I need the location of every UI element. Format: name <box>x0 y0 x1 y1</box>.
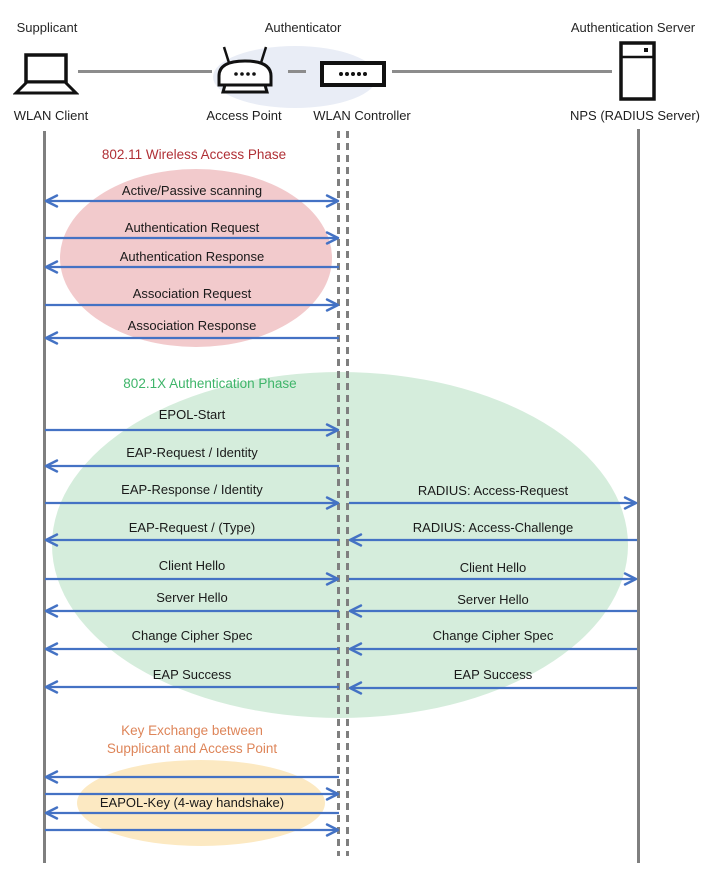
message-arrow-left <box>44 330 340 346</box>
phase-title-key-exchange-line1: Key Exchange between <box>121 723 263 738</box>
phase-title-80211: 802.11 Wireless Access Phase <box>101 147 287 162</box>
message-arrow-right <box>348 495 638 511</box>
message-label: Change Cipher Spec <box>131 628 253 643</box>
message-label: Active/Passive scanning <box>121 183 263 198</box>
message-label: Authentication Request <box>124 220 260 235</box>
phase-title-key-exchange-line2: Supplicant and Access Point <box>106 741 278 756</box>
message-arrow-right <box>44 822 340 838</box>
message-label: EAP-Response / Identity <box>121 482 263 497</box>
phase-title-8021x: 802.1X Authentication Phase <box>123 376 297 391</box>
message-arrow-both <box>44 193 340 209</box>
message-arrow-right <box>44 571 340 587</box>
message-arrow-right <box>44 230 340 246</box>
role-authentication-server: Authentication Server <box>570 20 696 35</box>
message-arrow-left <box>44 805 340 821</box>
message-arrow-right <box>348 571 638 587</box>
message-label: EAPOL-Key (4-way handshake) <box>99 795 285 810</box>
message-label: Server Hello <box>457 592 529 607</box>
message-label: EPOL-Start <box>158 407 226 422</box>
role-authenticator: Authenticator <box>264 20 342 35</box>
message-label: Change Cipher Spec <box>432 628 554 643</box>
message-label: Server Hello <box>156 590 228 605</box>
node-label-wlan-controller: WLAN Controller <box>313 108 411 123</box>
message-label: Association Request <box>132 286 252 301</box>
message-arrow-left <box>348 641 638 657</box>
message-arrow-left <box>44 259 340 275</box>
message-label: RADIUS: Access-Challenge <box>412 520 574 535</box>
message-arrow-right <box>44 495 340 511</box>
role-supplicant: Supplicant <box>16 20 78 35</box>
message-label: EAP Success <box>152 667 232 682</box>
message-label: Client Hello <box>459 560 527 575</box>
message-label: EAP-Request / Identity <box>126 445 258 460</box>
message-label: EAP-Request / (Type) <box>128 520 256 535</box>
message-arrow-right <box>44 297 340 313</box>
message-arrow-left <box>44 641 340 657</box>
message-label: Authentication Response <box>119 249 265 264</box>
message-label: RADIUS: Access-Request <box>417 483 569 498</box>
message-arrow-left <box>348 532 638 548</box>
message-arrow-left <box>44 679 340 695</box>
message-label: EAP Success <box>453 667 533 682</box>
message-label: Client Hello <box>158 558 226 573</box>
message-label: Association Response <box>127 318 257 333</box>
node-label-nps-radius-server: NPS (RADIUS Server) <box>569 108 701 123</box>
message-arrow-right <box>44 422 340 438</box>
message-arrow-left <box>348 603 638 619</box>
message-arrow-left <box>44 458 340 474</box>
message-arrow-left <box>44 769 340 785</box>
message-arrow-left <box>44 603 340 619</box>
message-arrow-left <box>44 532 340 548</box>
node-label-wlan-client: WLAN Client <box>13 108 89 123</box>
message-arrow-left <box>348 680 638 696</box>
node-label-access-point: Access Point <box>206 108 282 123</box>
